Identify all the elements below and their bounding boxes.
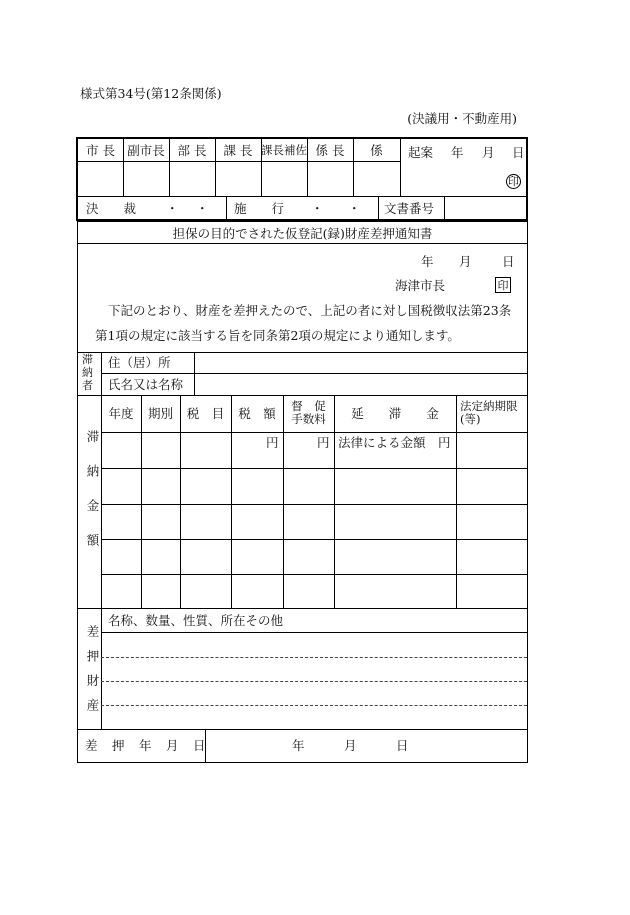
- decision-dot-1: ・: [166, 201, 179, 216]
- seizure-month: 月: [344, 738, 357, 753]
- header-tax-item: 税 目: [186, 406, 225, 421]
- taxpayer-section-label: 滞納者: [82, 353, 93, 392]
- seizure-day: 日: [396, 738, 409, 753]
- approval-box: [76, 137, 528, 221]
- notice-date-year: 年: [421, 254, 434, 269]
- header-late-charge: 延 滞 金: [351, 406, 439, 421]
- role-staff: 係: [370, 143, 383, 158]
- late-charge-note: 法律による金額 円: [338, 435, 451, 450]
- header-tax-amount: 税 額: [238, 406, 276, 421]
- notice-body-line1: 下記のとおり、財産を差押えたので、上記の者に対し国税徴収法第23条: [108, 303, 512, 318]
- seizure-year: 年: [292, 738, 305, 753]
- drafting-label: 起案: [408, 145, 434, 160]
- name-label: 氏名又は名称: [108, 377, 184, 392]
- decision-dot-2: ・: [196, 201, 209, 216]
- role-assistant-chief: 課長補佐: [261, 143, 307, 157]
- header-fiscal-year: 年度: [108, 406, 134, 421]
- role-section-chief: 課 長: [223, 143, 253, 158]
- header-demand-fee: 督 促: [291, 399, 326, 413]
- header-deadline-2: (等): [460, 412, 481, 426]
- drafting-year: 年: [451, 145, 464, 160]
- execution-label: 施 行: [234, 201, 285, 216]
- role-deputy-mayor: 副市長: [127, 143, 165, 158]
- notice-form: [77, 221, 528, 763]
- usage-label: (決議用・不動産用): [407, 111, 517, 126]
- header-deadline: 法定納期限: [460, 399, 518, 413]
- notice-date-day: 日: [502, 254, 515, 269]
- execution-dot-1: ・: [311, 201, 324, 216]
- drafting-day: 日: [512, 145, 525, 160]
- header-demand-fee-2: 手数料: [291, 412, 326, 426]
- mayor-label: 海津市長: [395, 278, 446, 293]
- execution-dot-2: ・: [348, 201, 361, 216]
- drafting-month: 月: [482, 145, 495, 160]
- demand-fee-unit: 円: [317, 435, 330, 450]
- doc-number-label: 文書番号: [384, 201, 435, 216]
- seal-icon: 印: [508, 175, 519, 188]
- arrears-section-label: 滞納金額: [85, 430, 100, 568]
- role-director: 部 長: [177, 143, 207, 158]
- role-mayor: 市 長: [86, 143, 115, 158]
- tax-amount-unit: 円: [266, 435, 279, 450]
- mayor-seal-icon: 印: [495, 277, 511, 293]
- property-description-label: 名称、数量、性質、所在その他: [108, 613, 284, 628]
- form-label: 様式第34号(第12条関係): [80, 86, 222, 101]
- address-label: 住（居）所: [108, 355, 171, 370]
- notice-body-line2: 第1項の規定に該当する旨を同条第2項の規定により通知します。: [95, 328, 460, 343]
- role-subsection-chief: 係 長: [315, 143, 345, 158]
- decision-label: 決 裁: [86, 201, 137, 216]
- header-period: 期別: [147, 406, 173, 421]
- seizure-date-label: 差 押 年 月 日: [85, 738, 207, 753]
- notice-date-month: 月: [459, 254, 472, 269]
- property-section-label: 差押財産: [85, 625, 100, 723]
- notice-title: 担保の目的でされた仮登記(録)財産差押通知書: [172, 226, 433, 241]
